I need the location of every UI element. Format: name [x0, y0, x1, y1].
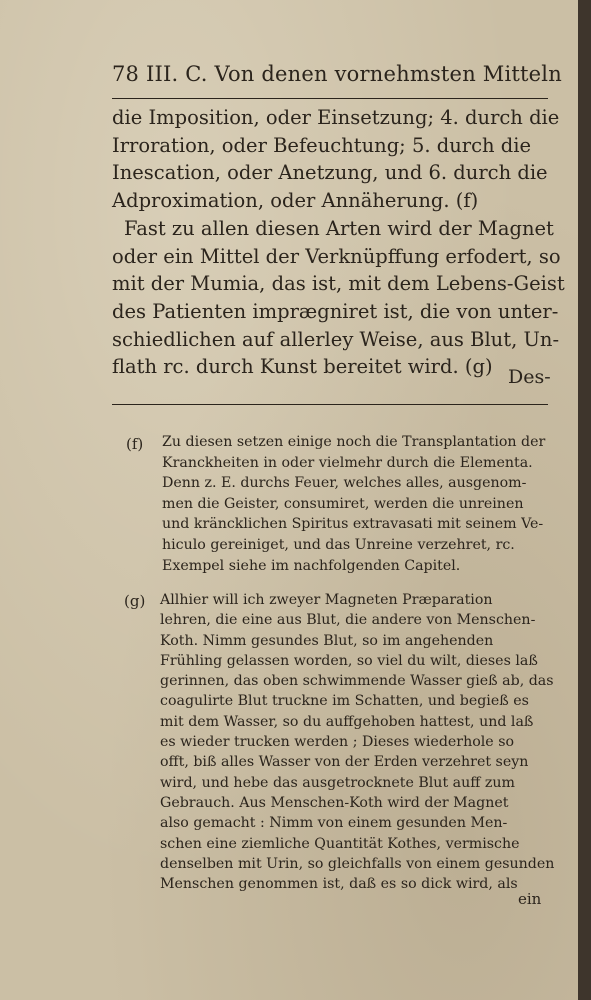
footnote-line: Koth. Nimm gesundes Blut, so im angehenden	[160, 632, 494, 649]
footnote-line: es wieder trucken werden ; Dieses wiederhole so	[160, 734, 515, 751]
footnote-line: hiculo gereiniget, und das Unreine verzehret, rc.	[162, 536, 515, 553]
text-line: mit der Mumia, das ist, mit dem Lebens-Geist	[112, 272, 565, 296]
text-line: Fast zu allen diesen Arten wird der Magnet	[124, 216, 554, 240]
text-line: Irroration, oder Befeuchtung; 5. durch die	[112, 133, 532, 157]
footnote-line: Denn z. E. durchs Feuer, welches alles, ausgenom-	[162, 475, 527, 492]
text-line: Adproximation, oder Annäherung. (f)	[112, 189, 479, 213]
running-head: 78 III. C. Von denen vornehmsten Mitteln	[112, 62, 562, 86]
footnote-line: also gemacht : Nimm von einem gesunden Men-	[160, 815, 508, 832]
footnote-line: offt, biß alles Wasser von der Erden verzehret seyn	[160, 754, 529, 771]
footnote-rule	[112, 404, 548, 405]
footnote-label-g: (g)	[124, 592, 146, 610]
main-text	[112, 104, 565, 381]
text-line: Inescation, oder Anetzung, und 6. durch die	[112, 161, 548, 185]
footnote-line: Gebrauch. Aus Menschen-Koth wird der Magnet	[160, 794, 509, 811]
footnote-line: lehren, die eine aus Blut, die andere von Menschen-	[160, 612, 536, 629]
footnote-catchword: ein	[518, 890, 542, 908]
footnote-f	[162, 432, 552, 576]
footnote-line: Frühling gelassen worden, so viel du wilt, dieses laß	[160, 652, 538, 669]
footnote-line: gerinnen, das oben schwimmende Wasser gieß ab, das	[160, 673, 554, 690]
footnote-line: Allhier will ich zweyer Magneten Præparation	[160, 592, 493, 608]
catchword: Des-	[508, 366, 551, 388]
footnote-line: denselben mit Urin, so gleichfalls von einem gesunden	[160, 855, 555, 872]
footnote-line: men die Geister, consumiret, werden die unreinen	[162, 495, 524, 512]
footnote-line: Menschen genommen ist, daß es so dick wird, als	[160, 876, 518, 893]
header-rule	[112, 98, 548, 99]
text-line: flath rc. durch Kunst bereitet wird. (g)	[112, 355, 493, 379]
text-line: des Patienten imprægniret ist, die von unter-	[112, 299, 559, 323]
footnote-label-f: (f)	[126, 435, 144, 453]
footnote-line: Kranckheiten in oder vielmehr durch die Elementa.	[162, 454, 533, 471]
footnote-line: mit dem Wasser, so du auffgehoben hattest, und laß	[160, 713, 534, 730]
footnote-line: Zu diesen setzen einige noch die Transplantation der	[162, 434, 546, 450]
text-line: schiedlichen auf allerley Weise, aus Blut, Un-	[112, 327, 560, 351]
book-spine-edge	[578, 0, 591, 1000]
footnote-line: Exempel siehe im nachfolgenden Capitel.	[162, 557, 461, 574]
text-line: oder ein Mittel der Verknüpffung erfodert, so	[112, 244, 561, 268]
text-line: die Imposition, oder Einsetzung; 4. durch die	[112, 106, 560, 129]
footnote-line: wird, und hebe das ausgetrocknete Blut auff zum	[160, 774, 515, 791]
footnote-line: schen eine ziemliche Quantität Kothes, vermische	[160, 835, 520, 852]
footnote-line: coagulirte Blut truckne im Schatten, und begieß es	[160, 693, 529, 710]
footnote-g	[160, 590, 555, 894]
footnote-line: und kräncklichen Spiritus extravasati mit seinem Ve-	[162, 516, 544, 533]
